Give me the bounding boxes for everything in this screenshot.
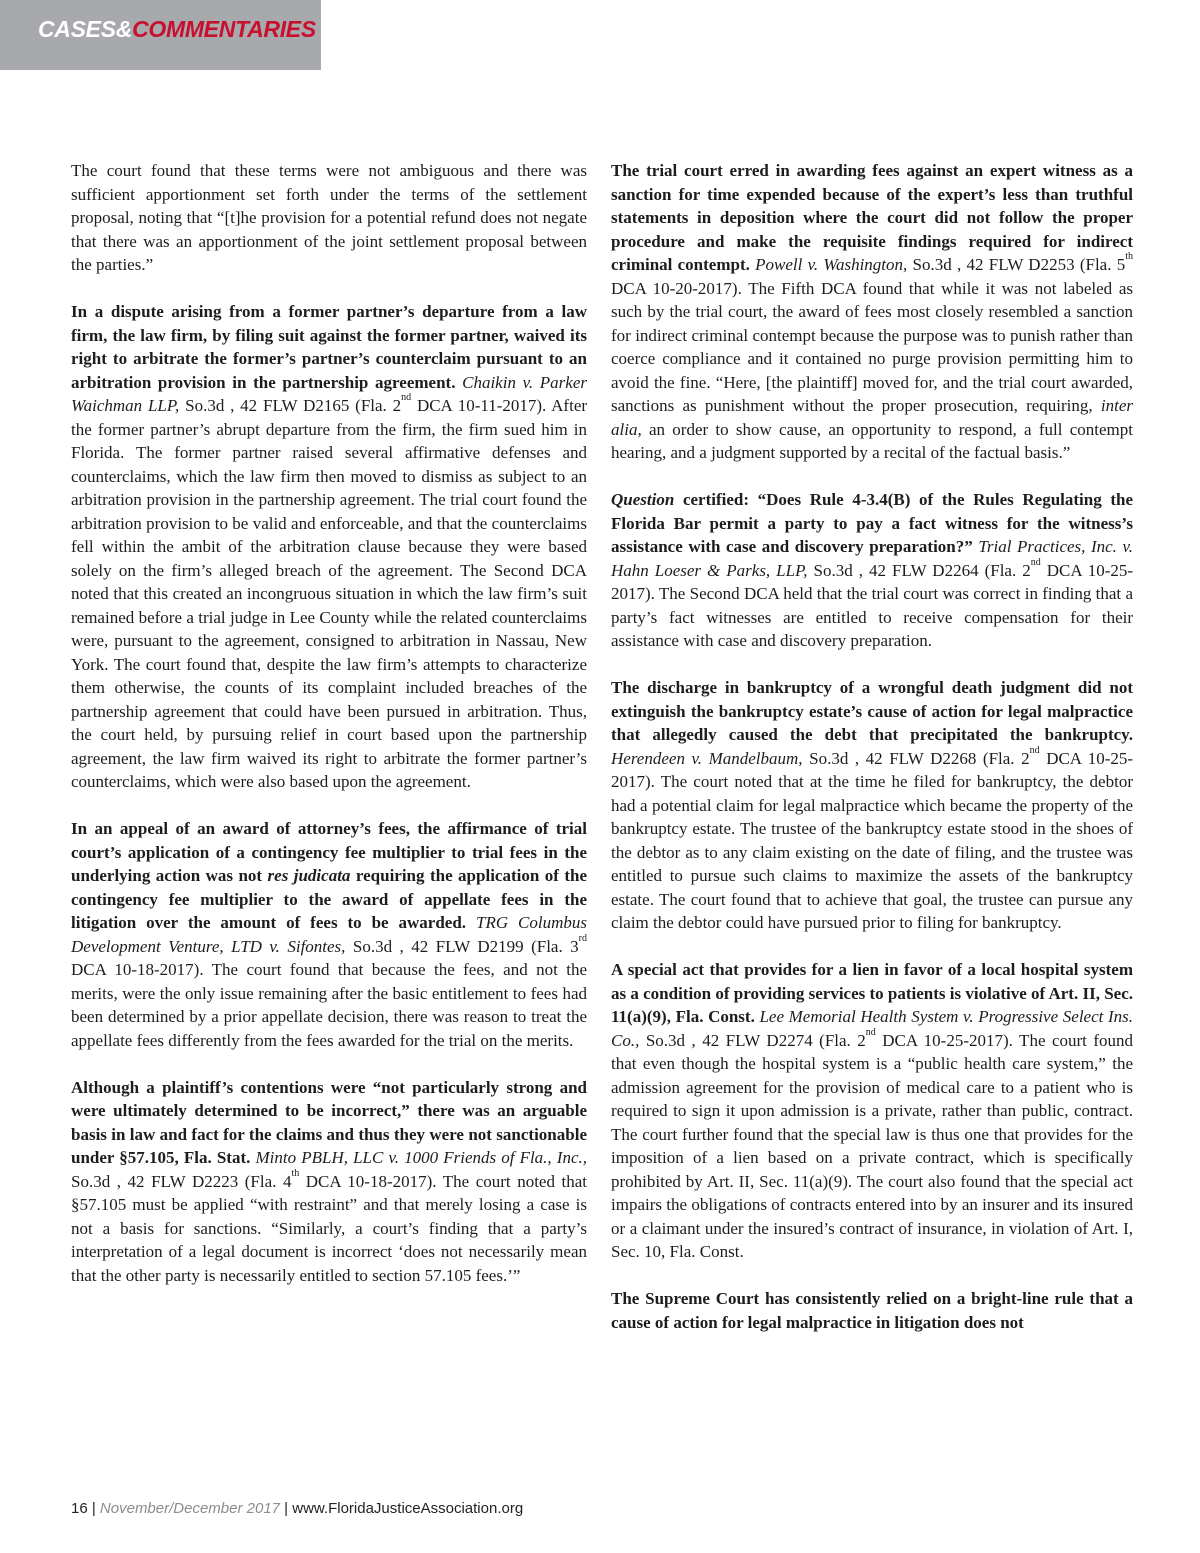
case-summary <box>71 1076 587 1288</box>
holding-text: The discharge in bankruptcy of a wrongful death judgment did not extinguish the bankruptcy estate’s cause of action for legal malpractice that allegedly caused the debt that precipitated the bankruptcy. <box>611 678 1133 744</box>
holding-text: certified: “Does Rule 4-3.4(B) of the Rules Regulating the Florida Bar permit a party to pay a fact witness for the witness’s assistance with case and discovery preparation?” <box>611 490 1134 556</box>
summary-text: DCA 10-18-2017). The court found that because the fees, and not the merits, were the only issue remaining after the basic entitlement to fees had been determined by a prior appellate decision, there was reason to treat the appellate fees differently from the fees awarded for the trial on the merits. <box>71 960 587 1050</box>
citation: So.3d , 42 FLW D2223 (Fla. 4 <box>71 1171 292 1191</box>
summary-text: DCA 10-20-2017). The Fifth DCA found that while it was not labeled as such by the trial court, the award of fees most closely resembled a sanction for indirect criminal contempt because the purpose was to punish rather than coerce compliance and it contained no purge provision permitting him to avoid the fine. “Here, [the plaintiff] moved for, and the trial court awarded, sanctions as punishment without the proper prosecution, requiring, <box>611 278 1133 415</box>
holding-italic: res judicata <box>267 866 351 885</box>
case-name: Minto PBLH, LLC v. 1000 Friends of Fla., Inc., <box>255 1148 588 1167</box>
holding-text: requiring the application of the contingency fee multiplier to the award of appellate fees in the litigation over the amount of fees to be awarded. <box>71 866 588 932</box>
summary-text: DCA 10-25-2017). The Second DCA held that the trial court was correct in finding that a party’s fact witnesses are entitled to receive compensation for their assistance with case and discovery preparation. <box>611 560 1134 650</box>
case-summary <box>611 159 1133 465</box>
holding-text: The Supreme Court has consistently relied on a bright-line rule that a cause of action for legal malpractice in litigation does not <box>611 1289 1133 1332</box>
citation: So.3d , 42 FLW D2264 (Fla. 2 <box>813 560 1031 580</box>
ordinal-suffix: nd <box>401 392 412 403</box>
holding-text: In a dispute arising from a former partner’s departure from a law firm, the law firm, by filing suit against the former partner, waived its right to arbitrate the former’s partner’s counterclaim pursuant to an arbitration provision in the partnership agreement. <box>71 302 587 392</box>
ordinal-suffix: nd <box>1030 556 1041 568</box>
holding-text: In an appeal of an award of attorney’s fees, the affirmance of trial court’s application of a contingency fee multiplier to trial fees in the underlying action was not <box>71 819 587 885</box>
citation: So.3d , 42 FLW D2268 (Fla. 2 <box>809 748 1030 768</box>
summary-text: The court found that these terms were not ambiguous and there was sufficient apportionment set forth under the terms of the settlement proposal, noting that “[t]he provision for a potential refund does not negate that there was an apportionment of the joint settlement proposal between the parties.” <box>71 161 587 274</box>
case-name: Herendeen v. Mandelbaum, <box>611 748 803 768</box>
latin-phrase: inter alia, <box>611 396 1133 439</box>
summary-text: DCA 10-18-2017). The court noted that §57.105 must be applied “with restraint” and that merely losing a case is not a basis for sanctions. “Similarly, a court’s finding that a party’s interpretation of a legal document is incorrect ‘does not necessarily mean that the other party is necessarily entitled to section 57.105 fees.’” <box>71 1171 587 1285</box>
ordinal-suffix: th <box>291 1167 300 1179</box>
summary-text: DCA 10-25-2017). The court noted that at the time he filed for bankruptcy, the debtor had a potential claim for legal malpractice which became the property of the bankruptcy estate. The trustee of the bankruptcy estate stood in the shoes of the debtor as to any claim existing on the date of filing, and the trustee was entitled to pursue such claims to maximize the assets of the bankruptcy estate. The court found that to achieve that goal, the trustee can pursue any claim the debtor could have pursued prior to filing for bankruptcy. <box>611 748 1134 932</box>
footer-separator: | <box>87 1500 100 1517</box>
case-summary <box>611 488 1133 653</box>
case-summary <box>71 159 587 277</box>
page-footer <box>71 1500 523 1517</box>
citation: So.3d , 42 FLW D2253 (Fla. 5 <box>912 255 1126 274</box>
citation: So.3d , 42 FLW D2165 (Fla. 2 <box>185 396 402 415</box>
case-summary <box>611 676 1133 935</box>
case-name: TRG Columbus Development Venture, LTD v. Sifontes, <box>71 913 588 956</box>
summary-text: an order to show cause, an opportunity to respond, a full contempt hearing, and a judgment supported by a recital of the factual basis.” <box>611 419 1133 462</box>
page-number: 16 <box>71 1500 88 1517</box>
ordinal-suffix: th <box>1125 251 1133 262</box>
holding-text: The trial court erred in awarding fees against an expert witness as a sanction for time expended because of the expert’s less than truthful statements in deposition where the court did not follow the proper procedure and make the requisite findings required for indirect criminal contempt. <box>611 161 1133 274</box>
question-label: Question <box>611 490 675 509</box>
case-summary <box>71 817 587 1052</box>
footer-separator: | <box>280 1500 293 1517</box>
summary-text: DCA 10-25-2017). The court found that even though the hospital system is a “public health care system,” the admission agreement for the provision of medical care to a patient who is required to sign it upon admission is a private, rather than public, contract. The court further found that the special law is thus one that provides for the imposition of a lien based on a private contract, which is specifically prohibited by Art. II, Sec. 11(a)(9). The court also found that the special act impairs the obligations of contracts entered into by an insurer and its insured or a claimant under the insured’s contract of insurance, in violation of Art. I, Sec. 10, Fla. Const. <box>611 1030 1134 1261</box>
case-name: Lee Memorial Health System v. Progressive Select Ins. Co., <box>611 1007 1134 1050</box>
ordinal-suffix: rd <box>578 932 587 944</box>
left-column <box>71 159 587 1311</box>
ordinal-suffix: nd <box>1029 744 1040 756</box>
ordinal-suffix: nd <box>865 1026 876 1038</box>
section-title <box>38 16 316 43</box>
citation: So.3d , 42 FLW D2274 (Fla. 2 <box>645 1030 866 1050</box>
holding-text: A special act that provides for a lien in favor of a local hospital system as a condition of providing services to patients is violative of Art. II, Sec. 11(a)(9), Fla. Const. <box>611 960 1133 1026</box>
section-title-part2: COMMENTARIES <box>132 16 316 42</box>
holding-text: Although a plaintiff’s contentions were “not particularly strong and were ultimately determined to be incorrect,” there was an arguable basis in law and fact for the claims and thus they were not sanctionable under §57.105, Fla. Stat. <box>71 1077 587 1167</box>
section-title-part1: CASES& <box>38 16 133 42</box>
right-column <box>611 159 1133 1358</box>
case-summary <box>611 958 1133 1264</box>
case-name: Powell v. Washington, <box>755 255 908 274</box>
section-header-tab <box>0 0 321 70</box>
summary-text: DCA 10-11-2017). After the former partner’s abrupt departure from the firm, the firm sued him in Florida. The former partner raised several affirmative defenses and counterclaims, which the law firm then moved to dismiss as subject to an arbitration provision in the partnership agreement. The trial court found the arbitration provision to be valid and enforceable, and that the counterclaims fell within the ambit of the arbitration clause because they were based solely on the firm’s alleged breach of the agreement. The Second DCA noted that this created an incongruous situation in which the law firm’s suit remained before a trial judge in Lee County while the related counterclaims were, pursuant to the agreement, consigned to arbitration in Nassau, New York. The court found that, despite the law firm’s attempts to characterize them otherwise, the counts of its complaint included breaches of the partnership agreement that could have been pursued in arbitration. Thus, the court held, by pursuing relief in court based upon the partnership agreement, the law firm waived its right to arbitrate the former partner’s counterclaims, which were also based upon the agreement. <box>71 396 588 791</box>
website-url: www.FloridaJusticeAssociation.org <box>292 1500 524 1517</box>
case-name: Trial Practices, Inc. v. Hahn Loeser & Parks, LLP, <box>611 537 1134 580</box>
issue-date: November/December 2017 <box>99 1500 281 1517</box>
case-summary <box>611 1287 1133 1334</box>
citation: So.3d , 42 FLW D2199 (Fla. 3 <box>352 936 579 956</box>
case-name: Chaikin v. Parker Waichman LLP, <box>71 372 587 415</box>
case-summary <box>71 300 587 794</box>
